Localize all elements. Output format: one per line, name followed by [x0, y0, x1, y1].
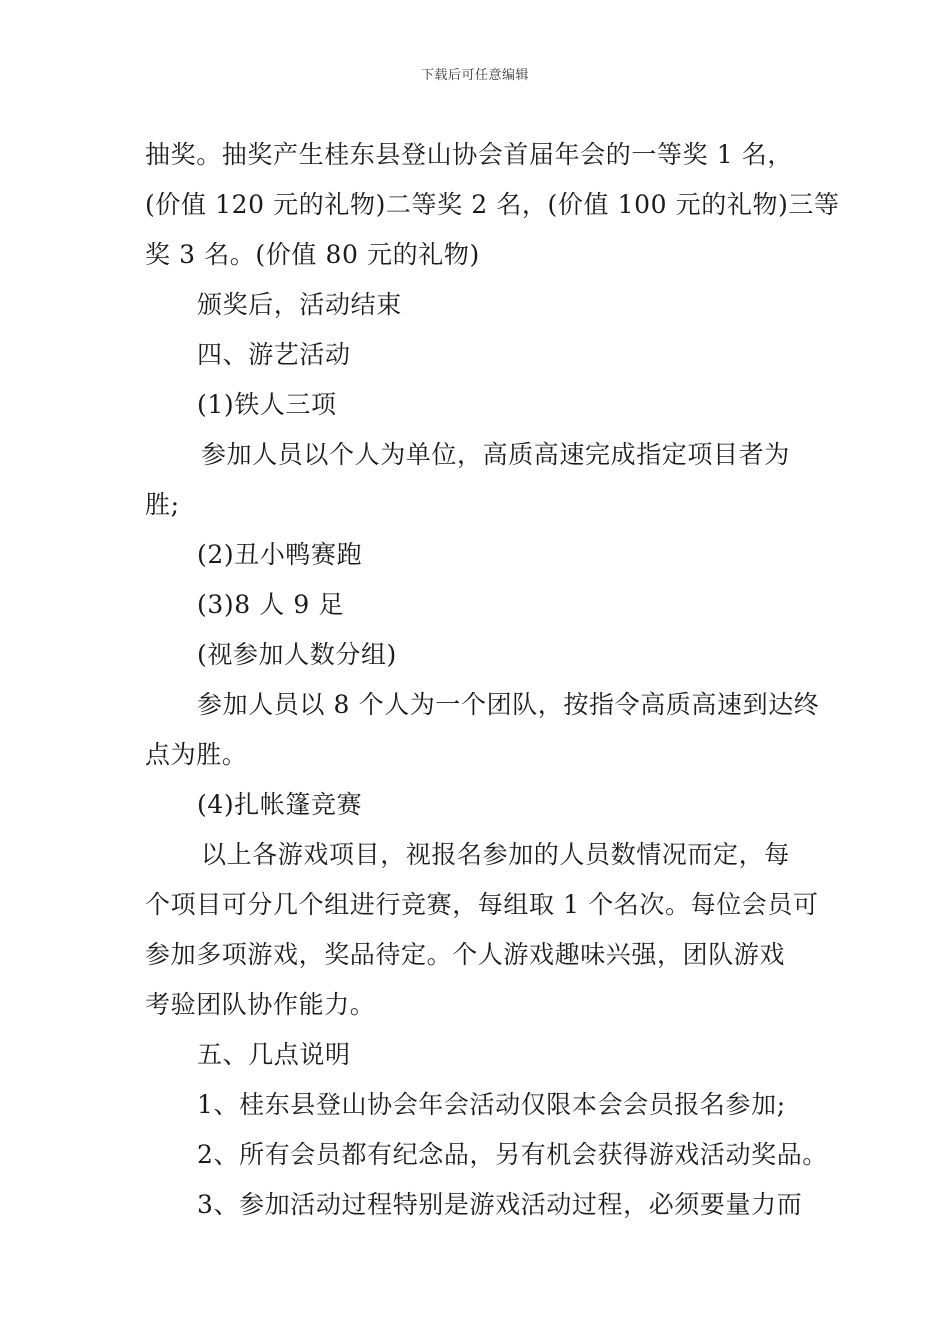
list-item: 1、桂东县登山协会年会活动仅限本会会员报名参加;: [197, 1090, 786, 1119]
list-item: 3、参加活动过程特别是游戏活动过程，必须要量力而: [197, 1190, 803, 1219]
text-line: 点为胜。: [145, 740, 248, 769]
text-line: (价值 120 元的礼物)二等奖 2 名，(价值 100 元的礼物)三等: [145, 190, 840, 219]
text-line: 胜;: [145, 490, 180, 519]
list-item-heading: (1)铁人三项: [197, 390, 337, 419]
text-line: 参加人员以个人为单位，高质高速完成指定项目者为: [201, 440, 790, 469]
list-item: 2、所有会员都有纪念品，另有机会获得游戏活动奖品。: [197, 1140, 828, 1169]
list-item-heading: (2)丑小鸭赛跑: [197, 540, 363, 569]
section-heading: 五、几点说明: [197, 1040, 351, 1069]
text-line: 以上各游戏项目，视报名参加的人员数情况而定，每: [201, 840, 790, 869]
page-header-note: 下载后可任意编辑: [420, 68, 529, 83]
text-line: 考验团队协作能力。: [145, 990, 376, 1019]
text-line: 颁奖后，活动结束: [197, 290, 402, 319]
list-item-heading: (3)8 人 9 足: [197, 590, 345, 619]
text-line: 参加多项游戏，奖品待定。个人游戏趣味兴强，团队游戏: [145, 940, 786, 969]
text-line: 个项目可分几个组进行竞赛，每组取 1 个名次。每位会员可: [145, 890, 819, 919]
document-body: [145, 130, 840, 1230]
text-line: 参加人员以 8 个人为一个团队，按指令高质高速到达终: [197, 690, 820, 719]
list-item-heading: (4)扎帐篷竞赛: [197, 790, 363, 819]
text-line: (视参加人数分组): [197, 640, 397, 669]
section-heading: 四、游艺活动: [197, 340, 351, 369]
text-line: 抽奖。抽奖产生桂东县登山协会首届年会的一等奖 1 名，: [145, 140, 794, 169]
text-line: 奖 3 名。(价值 80 元的礼物): [145, 240, 480, 269]
